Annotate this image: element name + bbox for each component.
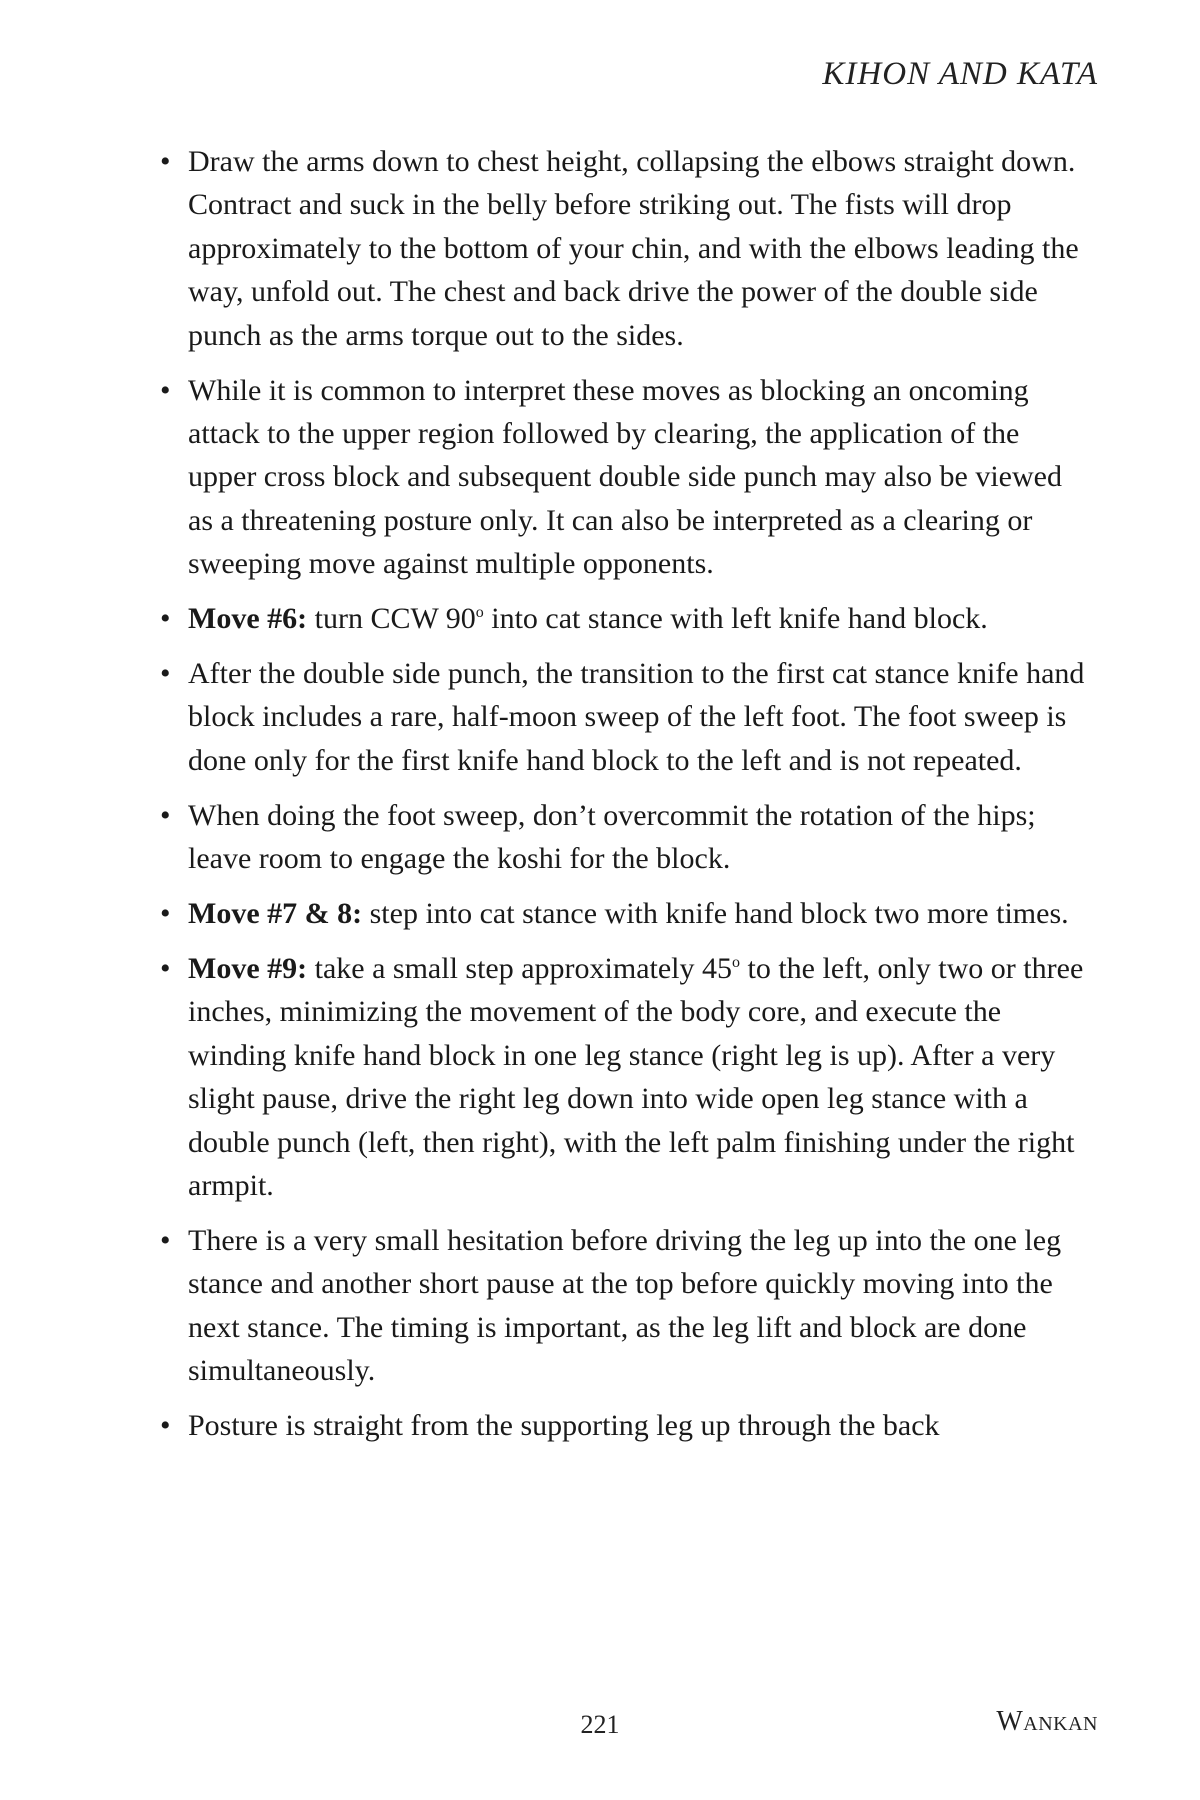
bullet-text: to the left, only two or three inches, minimizing the movement of the body core, and execute the winding knife hand block in one leg stance (right leg is up). After a very slight pause, drive the right leg down into wide open leg stance with a double punch (left, then right), with the left palm finishing under the right armpit. — [188, 951, 1084, 1202]
footer-book-name: Wankan — [996, 1706, 1098, 1737]
bullet-text: While it is common to interpret these moves as blocking an oncoming attack to the upper region followed by clearing, the application of the upper cross block and subsequent double side punch may also be viewed as a threatening posture only. It can also be interpreted as a clearing or sweeping move against multiple opponents. — [188, 373, 1062, 581]
move-label: Move #9: — [188, 951, 308, 985]
bullet-text: When doing the foot sweep, don’t overcommit the rotation of the hips; leave room to engage the koshi for the block. — [188, 798, 1036, 876]
bullet-item — [160, 369, 1090, 586]
bullet-text: Draw the arms down to chest height, collapsing the elbows straight down. Contract and suck in the belly before striking out. The fists will drop approximately to the bottom of your chin, and with the elbows leading the way, unfold out. The chest and back drive the power of the double side punch as the arms torque out to the sides. — [188, 145, 1079, 352]
bullet-text: After the double side punch, the transition to the first cat stance knife hand block includes a rare, half-moon sweep of the left foot. The foot sweep is done only for the first knife hand block to the left and is not repeated. — [188, 656, 1085, 777]
bullet-text: step into cat stance with knife hand block two more times. — [362, 897, 1069, 930]
bullet-item — [160, 1219, 1090, 1393]
move-label: Move #6: — [188, 602, 308, 636]
running-head: KIHON AND KATA — [822, 56, 1098, 92]
bullet-item — [160, 652, 1090, 782]
bullet-list — [160, 140, 1090, 1459]
bullet-text: turn CCW 90 — [307, 602, 476, 636]
bullet-item-move-6 — [160, 597, 1090, 640]
move-label: Move #7 & 8: — [188, 897, 363, 930]
bullet-item-move-9 — [160, 947, 1090, 1207]
degree-mark: o — [732, 953, 741, 971]
bullet-item — [160, 794, 1090, 881]
page-number: 221 — [580, 1710, 620, 1739]
bullet-text: take a small step approximately 45 — [307, 951, 733, 985]
bullet-item-move-7-8 — [160, 892, 1090, 935]
bullet-text: Posture is straight from the supporting leg up through the back — [188, 1408, 940, 1442]
degree-mark: o — [475, 604, 484, 622]
bullet-text: into cat stance with left knife hand block. — [483, 602, 988, 636]
bullet-text: There is a very small hesitation before driving the leg up into the one leg stance and another short pause at the top before quickly moving into the next stance. The timing is important, as the leg lift and block are done simultaneously. — [188, 1223, 1062, 1388]
bullet-item — [160, 1404, 1090, 1447]
bullet-item — [160, 140, 1090, 357]
